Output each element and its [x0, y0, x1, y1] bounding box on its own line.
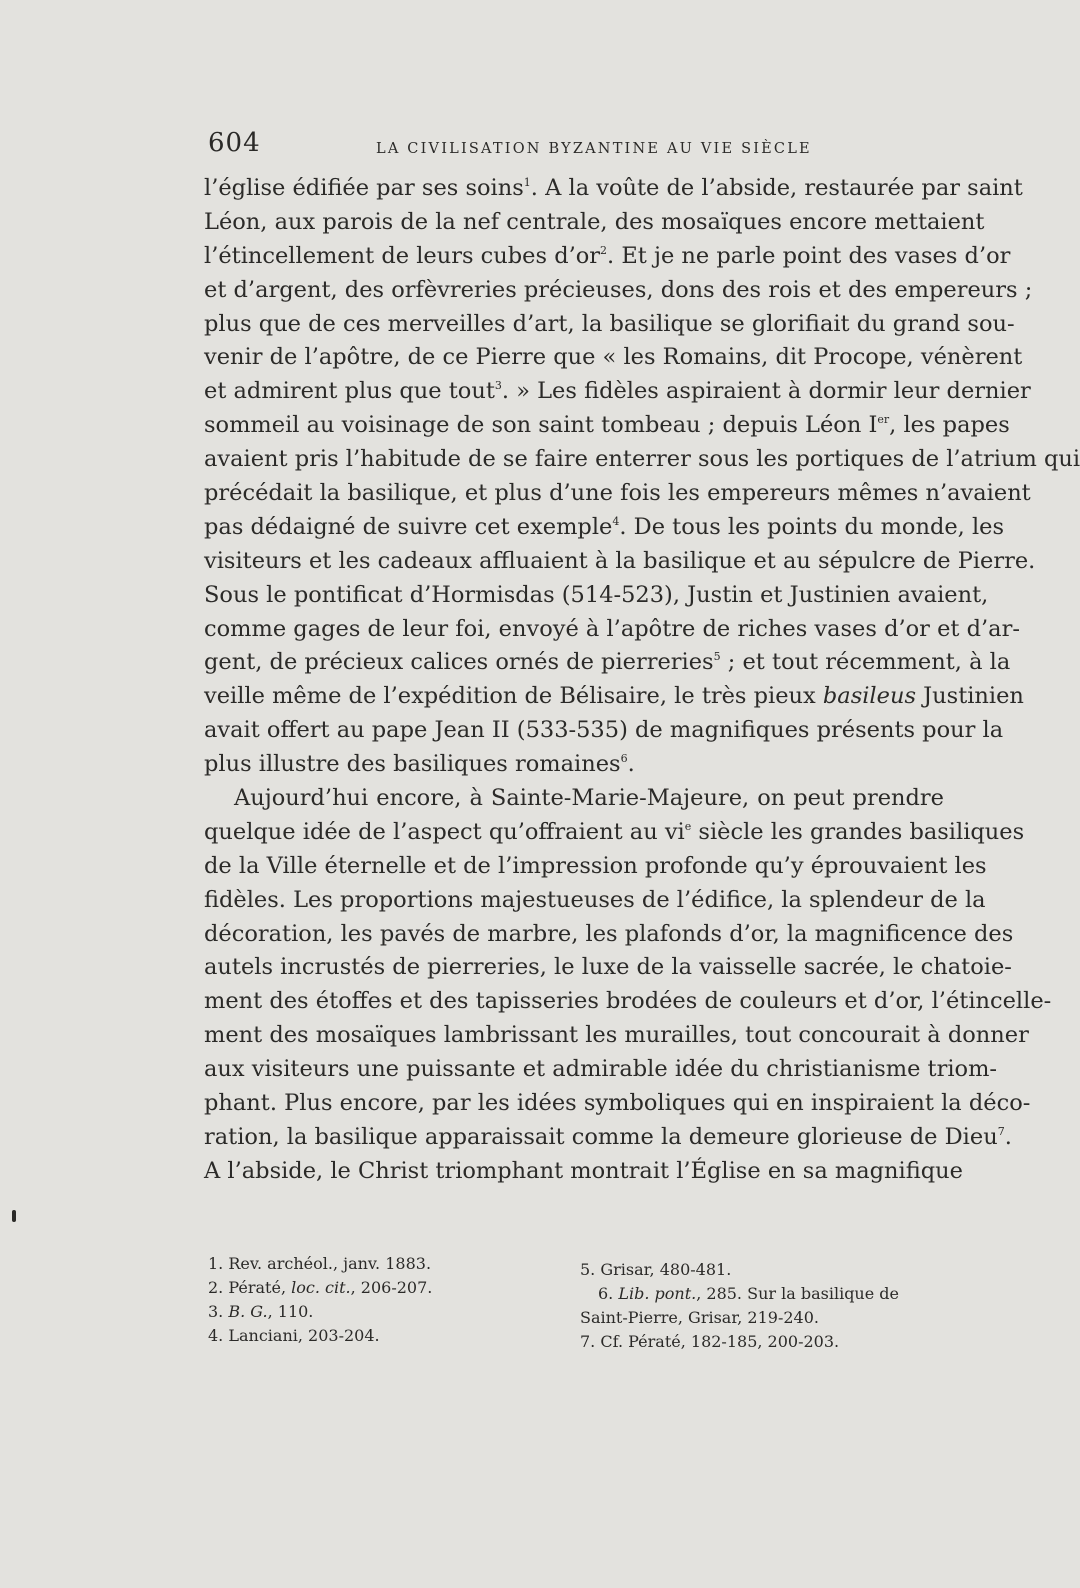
text-line [204, 341, 1023, 375]
text-run: , 206-207. [350, 1278, 433, 1297]
text-run: plus illustre des basiliques romaines [204, 751, 621, 778]
text-run: de la Ville éternelle et de l’impression profonde qu’y éprouvaient les [204, 852, 987, 879]
footnote-reference: e [684, 819, 692, 833]
text-run: . [1004, 1123, 1012, 1150]
text-line [204, 985, 1052, 1019]
footnotes-left-column [208, 1252, 558, 1348]
footnote-reference: 7 [997, 1124, 1005, 1138]
footnote-reference: 5 [713, 650, 721, 664]
text-line [204, 884, 986, 918]
body-text [204, 172, 1080, 1189]
text-line [204, 545, 1036, 579]
text-run: comme gages de leur foi, envoyé à l’apôtre de riches vases d’or et d’ar- [204, 615, 1020, 642]
text-run: Léon, aux parois de la nef centrale, des mosaïques encore mettaient [204, 208, 985, 235]
footnote-reference: 3 [494, 379, 502, 393]
text-run: phant. Plus encore, par les idées symboliques qui en inspiraient la déco- [204, 1090, 1031, 1117]
italic-text: loc. cit. [291, 1278, 351, 1297]
text-line [204, 1019, 1029, 1053]
text-line [204, 1053, 998, 1087]
footnote [580, 1330, 943, 1354]
text-line [204, 206, 985, 240]
text-run: autels incrustés de pierreries, le luxe de la vaisselle sacrée, le chatoie- [204, 954, 1012, 981]
footnote [208, 1324, 558, 1348]
text-run: plus que de ces merveilles d’art, la basilique se glorifiait du grand sou- [204, 310, 1015, 337]
text-run: aux visiteurs une puissante et admirable idée du christianisme triom- [204, 1056, 998, 1083]
text-run: , les papes [889, 412, 1010, 439]
text-run: 2. Pératé, [208, 1278, 292, 1297]
text-run: sommeil au voisinage de son saint tombeau ; depuis Léon I [204, 412, 878, 439]
text-run: 5. Grisar, 480-481. [580, 1260, 732, 1279]
footnote [208, 1276, 558, 1300]
text-run: précédait la basilique, et plus d’une fois les empereurs mêmes n’avaient [204, 480, 1031, 507]
text-line [204, 1121, 1012, 1155]
text-run: et admirent plus que tout [204, 378, 495, 405]
text-run: Sous le pontificat d’Hormisdas (514-523), Justin et Justinien avaient, [204, 581, 989, 608]
text-line [204, 782, 944, 816]
text-run: décoration, les pavés de marbre, les plafonds d’or, la magnificence des [204, 920, 1014, 947]
text-run: pas dédaigné de suivre cet exemple [204, 513, 613, 540]
text-run: et d’argent, des orfèvreries précieuses, dons des rois et des empereurs ; [204, 276, 1033, 303]
text-run: siècle les grandes basiliques [691, 818, 1025, 845]
text-run: 3. [208, 1302, 229, 1321]
text-run: l’église édifiée par ses soins [204, 175, 524, 201]
text-run: . De tous les points du monde, les [619, 513, 1005, 540]
text-run: 7. Cf. Pératé, 182-185, 200-203. [580, 1332, 840, 1351]
text-line [204, 375, 1031, 409]
text-run: avaient pris l’habitude de se faire enterrer sous les portiques de l’atrium qui [204, 446, 1080, 473]
footnote [208, 1300, 558, 1324]
text-line [204, 816, 1025, 850]
italic-text: Lib. pont. [618, 1284, 697, 1303]
text-run: quelque idée de l’aspect qu’offraient au vi [204, 818, 685, 845]
text-run: 6. [598, 1284, 619, 1303]
text-line [204, 308, 1015, 342]
footnote [208, 1252, 558, 1276]
text-line [204, 1087, 1031, 1121]
text-line [204, 240, 1011, 274]
footnote-reference: 6 [620, 752, 628, 766]
text-line [204, 613, 1020, 647]
footnote-reference: er [877, 413, 890, 427]
text-line [204, 409, 1010, 443]
text-run: A l’abside, le Christ triomphant montrait l’Église en sa magnifique [204, 1157, 963, 1184]
text-run: . [627, 751, 635, 778]
text-line [204, 748, 944, 782]
text-run: . Et je ne parle point des vases d’or [607, 242, 1011, 269]
text-run: 1. Rev. archéol., janv. 1883. [208, 1254, 432, 1273]
margin-mark [12, 1210, 16, 1222]
text-line [204, 850, 987, 884]
italic-text: B. G. [228, 1302, 268, 1321]
footnote [580, 1258, 943, 1282]
text-run: . A la voûte de l’abside, restaurée par saint [530, 175, 1023, 201]
text-run: . » Les fidèles aspiraient à dormir leur dernier [501, 378, 1031, 405]
text-run: , 110. [267, 1302, 314, 1321]
text-run: avait offert au pape Jean II (533-535) de magnifiques présents pour la [204, 717, 1004, 744]
text-line [204, 646, 1011, 680]
text-run: ment des étoffes et des tapisseries brodées de couleurs et d’or, l’étincelle- [204, 988, 1052, 1015]
text-run: gent, de précieux calices ornés de pierreries [204, 649, 714, 676]
text-line [204, 680, 1024, 714]
footnote-reference: 4 [612, 514, 620, 528]
page-header [208, 128, 943, 162]
text-line [204, 274, 1033, 308]
text-run: ration, la basilique apparaissait comme la demeure glorieuse de Dieu [204, 1123, 998, 1150]
footnotes-right-column [580, 1258, 943, 1354]
text-run: 4. Lanciani, 203-204. [208, 1326, 380, 1345]
text-line [204, 918, 1014, 952]
text-run: , 285. Sur la basilique de Saint-Pierre, Grisar, 219-240. [580, 1284, 899, 1327]
footnote-reference: 2 [600, 243, 608, 257]
page-number: 604 [208, 128, 261, 158]
text-line [204, 714, 1004, 748]
text-run: veille même de l’expédition de Bélisaire, le très pieux [204, 683, 823, 710]
text-run: ment des mosaïques lambrissant les murailles, tout concourait à donner [204, 1022, 1029, 1049]
text-line [204, 477, 1031, 511]
italic-text: basileus [822, 683, 916, 710]
text-run: visiteurs et les cadeaux affluaient à la basilique et au sépulcre de Pierre. [204, 547, 1036, 574]
text-run: ; et tout récemment, à la [720, 649, 1011, 676]
text-run: Aujourd’hui encore, à Sainte-Marie-Majeure, on peut prendre [234, 785, 944, 812]
footnote-reference: 1 [523, 176, 531, 189]
text-run: fidèles. Les proportions majestueuses de l’édifice, la splendeur de la [204, 886, 986, 913]
text-line [204, 579, 989, 613]
text-line [204, 172, 1023, 206]
text-line [204, 443, 1080, 477]
text-run: Justinien [915, 683, 1024, 710]
text-line [204, 951, 1012, 985]
text-run: l’étincellement de leurs cubes d’or [204, 242, 601, 269]
text-line [204, 511, 1005, 545]
footnote [580, 1282, 943, 1330]
text-line [204, 1155, 963, 1189]
text-run: venir de l’apôtre, de ce Pierre que « les Romains, dit Procope, vénèrent [204, 344, 1023, 371]
running-head: LA CIVILISATION BYZANTINE AU VIE SIÈCLE [376, 141, 812, 157]
